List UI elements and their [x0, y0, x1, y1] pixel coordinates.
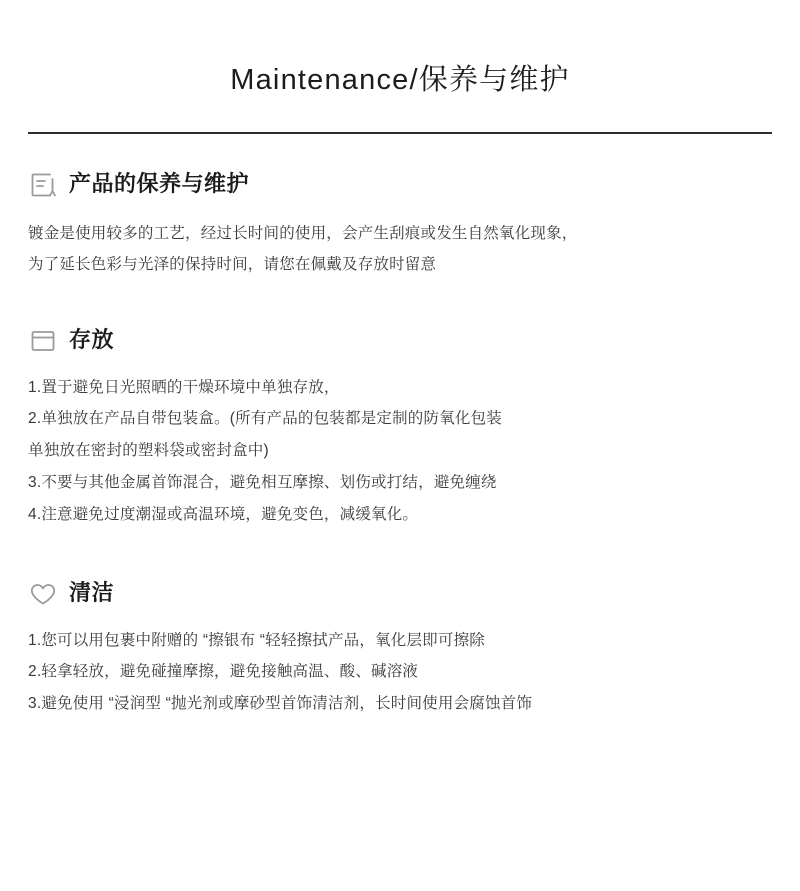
- section-header: [28, 326, 772, 356]
- list-item: 4.注意避免过度潮湿或高温环境，避免变色，减缓氧化。: [28, 505, 419, 523]
- section-product-care: [28, 170, 772, 280]
- box-icon: [28, 326, 58, 356]
- list-item: 1.置于避免日光照晒的干燥环境中单独存放，: [28, 378, 340, 396]
- heart-icon: [28, 579, 58, 609]
- section-storage: [28, 326, 772, 531]
- list-item: 2.轻拿轻放，避免碰撞摩擦，避免接触高温、酸、碱溶液: [28, 663, 419, 681]
- list-item: 3.避免使用 “浸润型 “抛光剂或摩砂型首饰清洁剂，长时间使用会腐蚀首饰: [28, 695, 533, 713]
- storage-list: [28, 372, 772, 531]
- cleaning-list: [28, 625, 772, 720]
- paragraph-line: 为了延长色彩与光泽的保持时间，请您在佩戴及存放时留意: [28, 255, 437, 273]
- section-header: [28, 579, 772, 609]
- section-header: [28, 170, 772, 200]
- list-item: 3.不要与其他金属首饰混合，避免相互摩擦、划伤或打结，避免缠绕: [28, 473, 497, 491]
- section-title: 清洁: [69, 579, 115, 605]
- section-title: 产品的保养与维护: [69, 170, 250, 196]
- section-cleaning: [28, 579, 772, 720]
- paragraph-line: 镀金是使用较多的工艺，经过长时间的使用，会产生刮痕或发生自然氧化现象，: [28, 224, 578, 242]
- page-header: [28, 0, 772, 134]
- header-divider: [28, 132, 772, 134]
- page-title: Maintenance/保养与维护: [230, 64, 570, 96]
- section-body: [28, 218, 772, 280]
- list-item: 1.您可以用包裹中附赠的 “擦银布 “轻轻擦拭产品，氧化层即可擦除: [28, 631, 485, 649]
- list-item: 2.单独放在产品自带包装盒。(所有产品的包装都是定制的防氧化包装: [28, 410, 502, 428]
- list-item: 单独放在密封的塑料袋或密封盒中): [28, 442, 269, 460]
- note-edit-icon: [28, 170, 58, 200]
- section-title: 存放: [69, 326, 115, 352]
